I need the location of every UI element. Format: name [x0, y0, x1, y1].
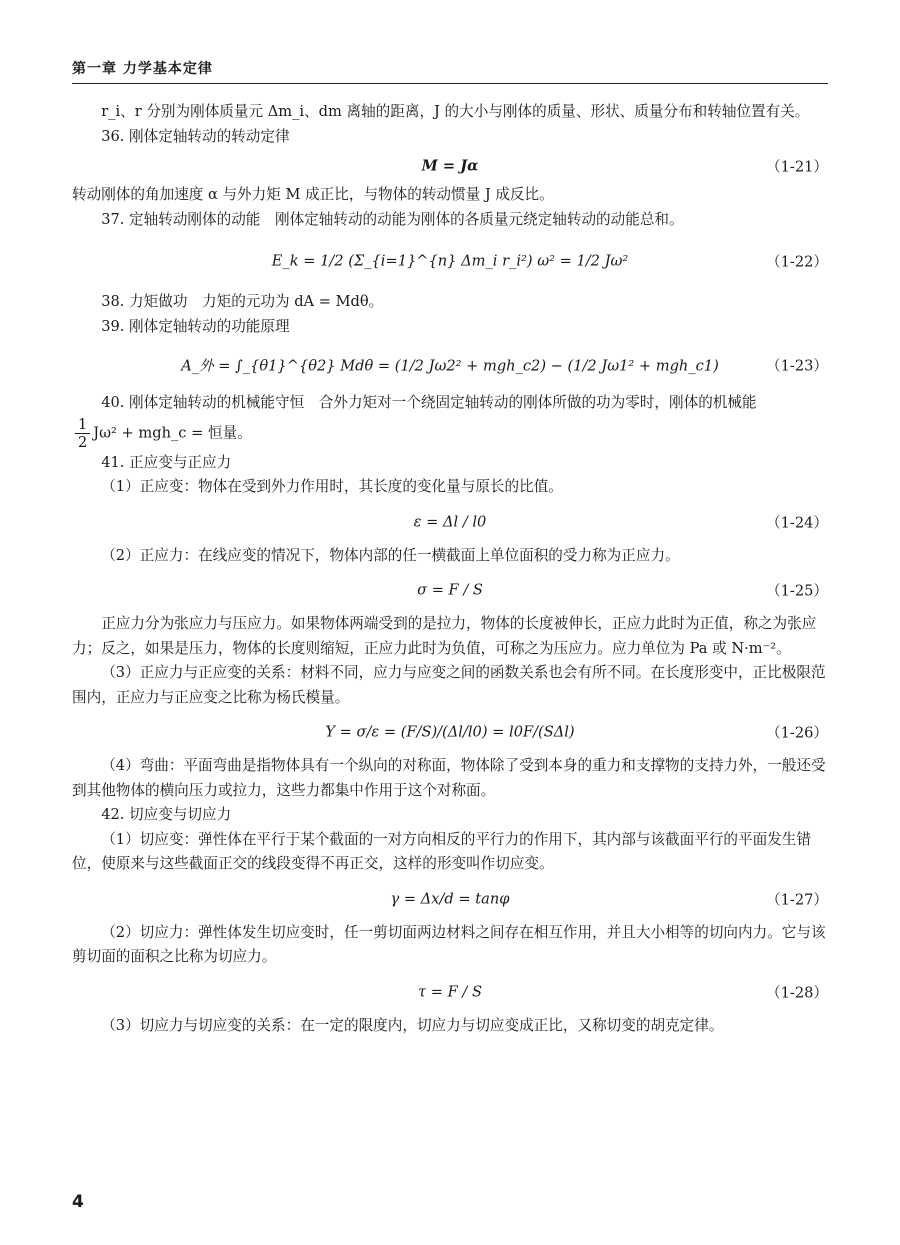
- fraction-half: $\frac{1}{2}$: [75, 416, 90, 451]
- equation-1-22-expr: E_k = 1/2 (Σ_{i=1}^{n} Δm_i r_i²) ω² = 1/2 Jω²: [271, 252, 629, 270]
- paragraph-ri: [72, 100, 828, 125]
- equation-1-24: [72, 500, 828, 544]
- equation-1-28: [72, 970, 828, 1014]
- equation-1-28-number: （1-28）: [766, 984, 828, 1001]
- p40b-text: Jω² + mgh_c = 恒量。: [93, 424, 252, 441]
- heading-38: 38. 力矩做功 力矩的元功为 dA = Mdθ。: [101, 293, 384, 310]
- equation-1-27: [72, 877, 828, 921]
- equation-1-26: [72, 710, 828, 754]
- equation-1-28-expr: τ = F / S: [418, 983, 482, 1000]
- paragraph-41-normal: 正应力分为张应力与压应力。如果物体两端受到的是拉力，物体的长度被伸长，正应力此时为正值，称之为张应力；反之，如果是压力，物体的长度则缩短，正应力此时为负值，可称之为压应力。应力单位为 Pa 或 N·m⁻²。: [72, 615, 817, 657]
- paragraph-42-1: （1）切应变：弹性体在平行于某个截面的一对方向相反的平行力的作用下，其内部与该截面平行的平面发生错位，使原来与这些截面正交的线段变得不再正交，这样的形变叫作切应变。: [72, 830, 811, 872]
- paragraph-41-3: （3）正应力与正应变的关系：材料不同，应力与应变之间的函数关系也会有所不同。在长度形变中，正比极限范围内，正应力与正应变之比称为杨氏模量。: [72, 664, 826, 706]
- heading-39: 39. 刚体定轴转动的功能原理: [101, 317, 290, 335]
- equation-1-25: [72, 568, 828, 612]
- equation-1-21-number: （1-21）: [766, 158, 828, 176]
- page-number: 4: [72, 1192, 84, 1212]
- paragraph-36: 转动刚体的角加速度 α 与外力矩 M 成正比，与物体的转动惯量 J 成反比。: [72, 186, 554, 203]
- equation-1-25-number: （1-25）: [766, 582, 828, 600]
- equation-1-23-expr: A_外 = ∫_{θ1}^{θ2} Mdθ = (1/2 Jω2² + mgh_c2) − (1/2 Jω1² + mgh_c1): [181, 357, 719, 375]
- chapter-header: 第一章 力学基本定律: [72, 61, 213, 77]
- paragraph-40a: 40. 刚体定轴转动的机械能守恒 合外力矩对一个绕固定轴转动的刚体所做的功为零时，刚体的机械能: [101, 394, 757, 411]
- paragraph-42-3: （3）切应力与切应变的关系：在一定的限度内，切应力与切应变成正比，又称切变的胡克定律。: [101, 1016, 724, 1034]
- equation-1-24-expr: ε = Δl / l0: [413, 513, 487, 530]
- paragraph-41-2: （2）正应力：在线应变的情况下，物体内部的任一横截面上单位面积的受力称为正应力。: [101, 546, 680, 564]
- header-rule: [72, 83, 828, 84]
- paragraph-41-4: （4）弯曲：平面弯曲是指物体具有一个纵向的对称面，物体除了受到本身的重力和支撑物的支持力外，一般还受到其他物体的横向压力或拉力，这些力都集中作用于这个对称面。: [72, 757, 826, 799]
- equation-1-22: [72, 232, 828, 290]
- equation-1-25-expr: σ = F / S: [417, 581, 483, 599]
- equation-1-21-expr: M = Jα: [421, 157, 479, 175]
- heading-42: 42. 切应变与切应力: [101, 806, 232, 823]
- equation-1-22-number: （1-22）: [766, 253, 828, 271]
- paragraph-40b: [72, 416, 828, 451]
- page-body: [72, 100, 828, 1038]
- equation-1-21: [72, 149, 828, 183]
- equation-1-23: [72, 339, 828, 391]
- equation-1-24-number: （1-24）: [766, 514, 828, 531]
- equation-1-27-expr: γ = Δx/d = tanφ: [390, 890, 510, 907]
- p0-text: r_i、r 分别为刚体质量元 Δm_i、dm 离轴的距离，J 的大小与刚体的质量、形状、质量分布和转轴位置有关。: [101, 103, 810, 120]
- equation-1-27-number: （1-27）: [766, 891, 828, 908]
- paragraph-41-1: （1）正应变：物体在受到外力作用时，其长度的变化量与原长的比值。: [101, 478, 563, 495]
- heading-41: 41. 正应变与正应力: [101, 453, 232, 471]
- equation-1-26-number: （1-26）: [766, 724, 828, 742]
- equation-1-26-expr: Y = σ/ε = (F/S)/(Δl/l0) = l0F/(SΔl): [325, 723, 575, 741]
- equation-1-23-number: （1-23）: [766, 357, 828, 375]
- heading-36: 36. 刚体定轴转动的转动定律: [101, 127, 290, 145]
- paragraph-42-2: （2）切应力：弹性体发生切应变时，任一剪切面两边材料之间存在相互作用，并且大小相等的切向内力。它与该剪切面的面积之比称为切应力。: [72, 923, 826, 965]
- heading-37: 37. 定轴转动刚体的动能 刚体定轴转动的动能为刚体的各质量元绕定轴转动的动能总和。: [101, 210, 684, 228]
